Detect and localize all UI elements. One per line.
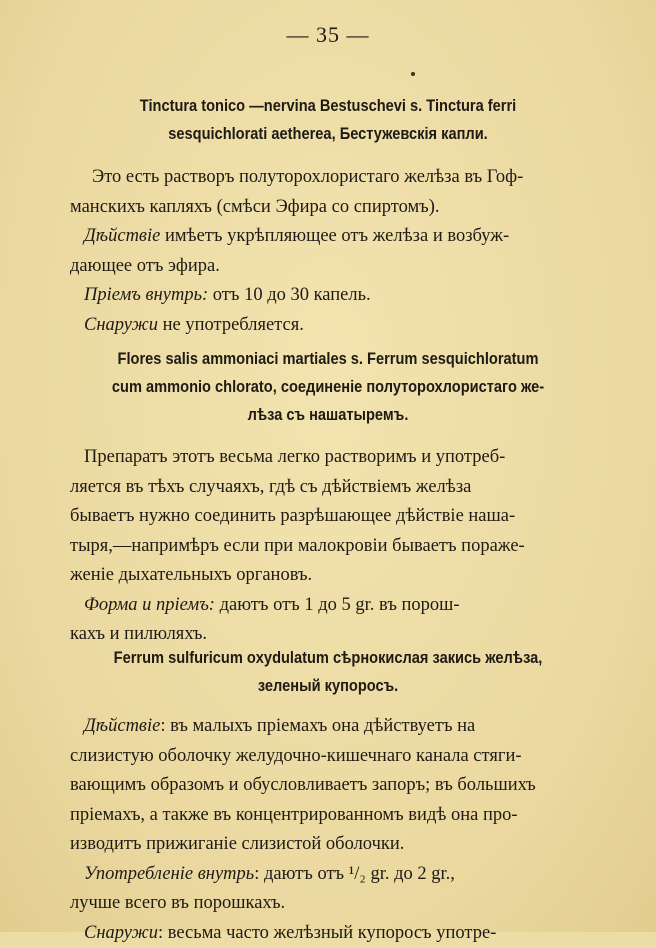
paragraph-lead: Снаружи bbox=[84, 315, 158, 335]
text-line: лучше всего въ порошкахъ. bbox=[70, 889, 594, 919]
paragraph-lead: Форма и пріемъ: bbox=[84, 595, 215, 615]
text-line: манскихъ капляхъ (смѣси Эфира со спиртомъ). bbox=[70, 193, 594, 223]
paragraph bbox=[84, 919, 594, 948]
heading-line: Ferrum sulfuricum oxydulatum сѣрнокислая закись желѣза, bbox=[80, 644, 575, 672]
text-line: дающее отъ эфира. bbox=[70, 252, 594, 282]
text-line: даютъ отъ 1 до 5 gr. въ порош- bbox=[215, 595, 460, 615]
paragraph-lead: Дѣйствіе bbox=[84, 226, 160, 246]
paragraph-lead: Пріемъ внутрь: bbox=[84, 285, 208, 305]
text-line: вающимъ образомъ и обусловливаетъ запоръ; въ большихъ bbox=[70, 771, 594, 801]
text-line: имѣетъ укрѣпляющее отъ желѣза и возбуж- bbox=[160, 226, 509, 246]
paragraph bbox=[84, 712, 594, 860]
text-line: кахъ и пилюляхъ. bbox=[70, 620, 594, 650]
paragraph-lead: Употребленіе внутрь bbox=[84, 864, 254, 884]
text-line: тыря,—напримѣръ если при малокровіи бываетъ пораже- bbox=[70, 532, 594, 562]
heading-line: лѣза съ нашатыремъ. bbox=[80, 401, 575, 429]
text-line: ляется въ тѣхъ случаяхъ, гдѣ съ дѣйствіемъ желѣза bbox=[70, 473, 594, 503]
text-line: Это есть растворъ полуторохлористаго желѣза въ Гоф- bbox=[84, 163, 594, 193]
section-body-tinctura bbox=[84, 163, 594, 340]
text-line: изводитъ прижиганіе слизистой оболочки. bbox=[70, 830, 594, 860]
section-heading-flores bbox=[80, 345, 575, 429]
paragraph-lead: Дѣйствіе bbox=[84, 716, 160, 736]
text-line: : даютъ отъ ¹/₂ gr. до 2 gr., bbox=[254, 864, 455, 884]
section-heading-ferrum-sulfuricum bbox=[80, 644, 575, 700]
heading-line: Tinctura tonico —nervina Bestuschevi s. Tinctura ferri bbox=[80, 92, 575, 120]
paragraph bbox=[84, 281, 594, 311]
section-body-ferrum-sulfuricum bbox=[84, 712, 594, 948]
paragraph bbox=[84, 163, 594, 222]
page-number: — 35 — bbox=[0, 22, 656, 48]
text-line: женіе дыхательныхъ органовъ. bbox=[70, 561, 594, 591]
paragraph bbox=[84, 591, 594, 650]
paragraph bbox=[84, 311, 594, 341]
text-line: отъ 10 до 30 капель. bbox=[208, 285, 371, 305]
paragraph bbox=[84, 222, 594, 281]
text-line: Препаратъ этотъ весьма легко растворимъ и употреб- bbox=[84, 443, 594, 473]
heading-line: зеленый купоросъ. bbox=[80, 672, 575, 700]
section-body-flores bbox=[84, 443, 594, 650]
paragraph-lead: Снаружи bbox=[84, 923, 158, 943]
text-line: пріемахъ, а также въ концентрированномъ видѣ она про- bbox=[70, 801, 594, 831]
ink-speck bbox=[411, 72, 415, 76]
text-line: : въ малыхъ пріемахъ она дѣйствуетъ на bbox=[160, 716, 475, 736]
text-line: бываетъ нужно соединить разрѣшающее дѣйствіе наша- bbox=[70, 502, 594, 532]
section-heading-tinctura bbox=[80, 92, 575, 148]
heading-line: sesquichlorati aetherea, Бестужевскія капли. bbox=[80, 120, 575, 148]
text-line: слизистую оболочку желудочно-кишечнаго канала стяги- bbox=[70, 742, 594, 772]
paragraph bbox=[84, 860, 594, 919]
heading-line: cum ammonio chlorato, соединеніе полуторохлористаго же- bbox=[80, 373, 575, 401]
paragraph bbox=[84, 443, 594, 591]
heading-line: Flores salis ammoniaci martiales s. Ferrum sesquichloratum bbox=[80, 345, 575, 373]
text-line: не употребляется. bbox=[158, 315, 304, 335]
text-line: : весьма часто желѣзный купоросъ употре- bbox=[158, 923, 496, 943]
